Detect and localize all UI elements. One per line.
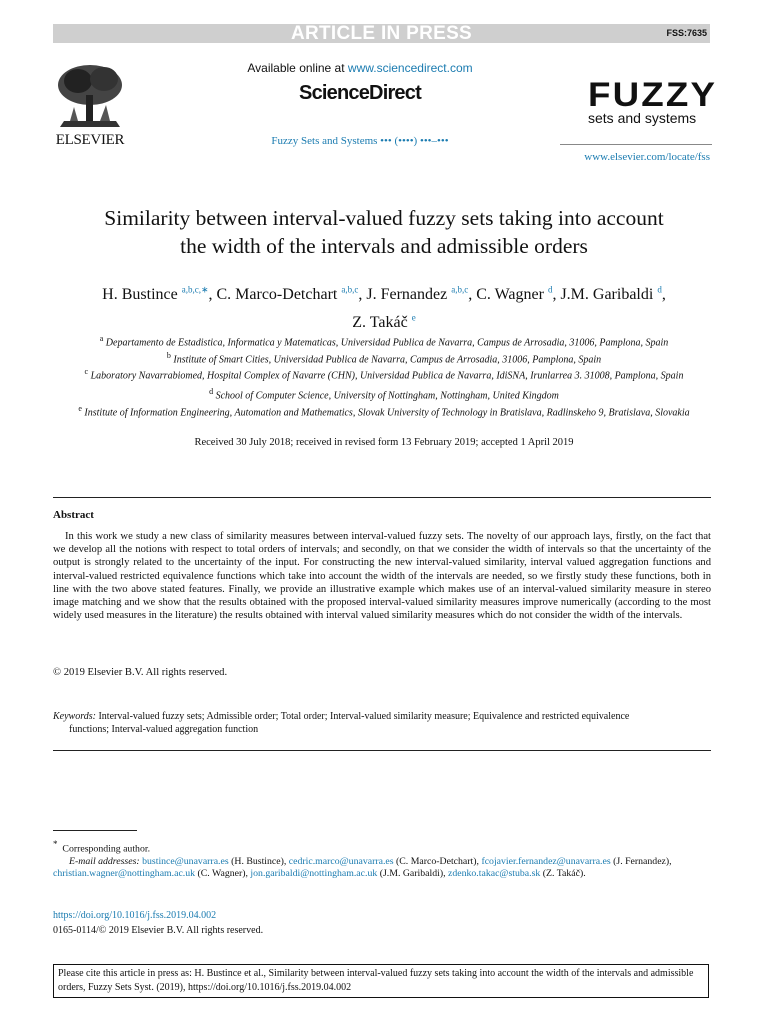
author-affiliation-marks[interactable]: d bbox=[657, 285, 662, 295]
email-label: E-mail addresses: bbox=[69, 855, 140, 867]
available-prefix: Available online at bbox=[247, 61, 348, 75]
author-affiliation-marks[interactable]: a,b,c bbox=[451, 285, 469, 295]
title-line-1: Similarity between interval-valued fuzzy sets taking into account bbox=[104, 206, 664, 230]
email-link[interactable]: jon.garibaldi@nottingham.ac.uk bbox=[250, 868, 378, 880]
abstract-text: In this work we study a new class of similarity measures between interval-valued fuzzy sets. The novelty of our approach lays, firstly, on the fact that we develop all the notions with respect to total orders of intervals; and secondly, on that we consider the width of intervals so that the uncertainty of the output is strongly related to the uncertainty of the input. For constructing the new interval-valued similarity, interval valued aggregation functions and interval-valued restricted equivalence functions which take into account the width of the intervals are needed, so we firstly study these functions, both in line with the two above stated features. Finally, we provide an illustrative example which makes use of an interval-valued similarity measure in stereo image matching and we show that the results obtained with the proposed interval-valued similarity measures improve numerically (according to the most widely used measures in the literature) the results obtained with interval valued similarity measures which do not consider the width of the intervals. bbox=[53, 531, 711, 622]
keywords-line-2: functions; Interval-valued aggregation function bbox=[69, 724, 259, 735]
header-divider bbox=[560, 144, 712, 145]
affiliation: $^e$ Institute of Information Engineering, Automation and Mathematics, Slovak University of Technology in Bratislava, Radlinskeho 9, Bratislava, Slovakia bbox=[78, 403, 690, 419]
author-affiliation-marks[interactable]: e bbox=[411, 312, 416, 323]
email-link[interactable]: christian.wagner@nottingham.ac.uk bbox=[53, 868, 196, 880]
abstract-body bbox=[53, 530, 711, 622]
affiliations bbox=[56, 333, 712, 420]
elsevier-tree-logo-icon bbox=[50, 61, 130, 133]
citation-box: Please cite this article in press as: H. Bustince et al., Similarity between interval-valued fuzzy sets taking into account the width of the intervals and admissible orders, Fuzzy Sets Syst. (2019), https://doi.org/10.1016/j.fss.2019.04.002 bbox=[53, 964, 709, 998]
doi-link[interactable]: https://doi.org/10.1016/j.fss.2019.04.002 bbox=[53, 910, 217, 921]
email-addresses: E-mail addresses: bustince@unavarra.es (H. Bustince), cedric.marco@unavarra.es (C. Marco-Detchart), fcojavier.fernandez@unavarra.es (J. Fernandez), christian.wagner@nottingham.ac.uk (C. Wagner), jon.garibaldi@nottingham.ac.uk (J.M. Garibaldi), zdenko.takac@stuba.sk (Z. Takáč). bbox=[53, 855, 672, 880]
article-in-press-banner bbox=[53, 24, 710, 43]
affiliation: $^a$ Departamento de Estadistica, Informatica y Matematicas, Universidad Publica de Navarra, Campus de Arrosadia, 31006, Pamplona, Spain bbox=[99, 334, 669, 349]
footnotes bbox=[53, 838, 711, 880]
author-affiliation-marks[interactable]: a,b,c,∗ bbox=[181, 285, 209, 295]
keywords-label: Keywords: bbox=[53, 711, 96, 722]
affiliation: $^b$ Institute of Smart Cities, Universidad Publica de Navarra, Campus de Arrosadia, 31006, Pamplona, Spain bbox=[166, 350, 602, 366]
divider bbox=[53, 750, 711, 751]
received-dates: Received 30 July 2018; received in revised form 13 February 2019; accepted 1 April 2019 bbox=[194, 437, 574, 448]
keywords-line-1: Interval-valued fuzzy sets; Admissible order; Total order; Interval-valued similarity measure; Equivalence and restricted equivalence bbox=[98, 711, 630, 722]
journal-url-link[interactable]: www.elsevier.com/locate/fss bbox=[584, 151, 710, 163]
journal-logo-subtitle: sets and systems bbox=[588, 110, 697, 126]
affiliation: $^c$ Laboratory Navarrabiomed, Hospital Complex of Navarre (CHN), Universidad Publica de Navarra, IdiSNA, Irunlarrea 3. 31008, Pamplona, Spain bbox=[84, 367, 684, 382]
journal-citation-line[interactable]: Fuzzy Sets and Systems ••• (••••) •••–••• bbox=[271, 135, 449, 147]
available-online bbox=[200, 61, 520, 75]
footnote-rule bbox=[53, 830, 137, 831]
banner-title: ARTICLE IN PRESS bbox=[290, 23, 473, 44]
author-list bbox=[40, 279, 728, 334]
author-affiliation-marks[interactable]: a,b,c bbox=[341, 285, 359, 295]
email-link[interactable]: fcojavier.fernandez@unavarra.es bbox=[481, 855, 611, 867]
abstract-copyright: © 2019 Elsevier B.V. All rights reserved. bbox=[53, 667, 228, 678]
email-link[interactable]: bustince@unavarra.es bbox=[142, 855, 229, 867]
title-line-2: the width of the intervals and admissible orders bbox=[180, 234, 588, 258]
article-id: FSS:7635 bbox=[666, 28, 707, 38]
keywords bbox=[53, 710, 711, 736]
article-title bbox=[40, 204, 728, 260]
publisher-name: ELSEVIER bbox=[55, 132, 125, 148]
affiliation: $^d$ School of Computer Science, University of Nottingham, Nottingham, United Kingdom bbox=[209, 387, 559, 402]
author-affiliation-marks[interactable]: d bbox=[547, 285, 553, 295]
author: C. Wagner $^d$, bbox=[476, 285, 561, 304]
email-link[interactable]: zdenko.takac@stuba.sk bbox=[448, 868, 541, 880]
author: J. Fernandez $^{a,b,c}$, bbox=[366, 285, 477, 304]
author: Z. Takáč $^e$ bbox=[352, 312, 416, 331]
corresponding-author-note: * Corresponding author. bbox=[53, 839, 151, 855]
journal-logo-word: FUZZY bbox=[588, 76, 718, 114]
issn-copyright: 0165-0114/© 2019 Elsevier B.V. All rights reserved. bbox=[53, 925, 264, 936]
divider bbox=[53, 497, 711, 498]
sciencedirect-link[interactable]: www.sciencedirect.com bbox=[347, 61, 473, 75]
sciencedirect-wordmark: ScienceDirect bbox=[299, 82, 421, 104]
abstract-heading: Abstract bbox=[53, 509, 94, 521]
email-link[interactable]: cedric.marco@unavarra.es bbox=[288, 855, 394, 867]
author: H. Bustince $^{a,b,c,∗}$, bbox=[102, 285, 217, 304]
author: J.M. Garibaldi $^d$, bbox=[560, 285, 666, 304]
author: C. Marco-Detchart $^{a,b,c}$, bbox=[216, 285, 367, 304]
